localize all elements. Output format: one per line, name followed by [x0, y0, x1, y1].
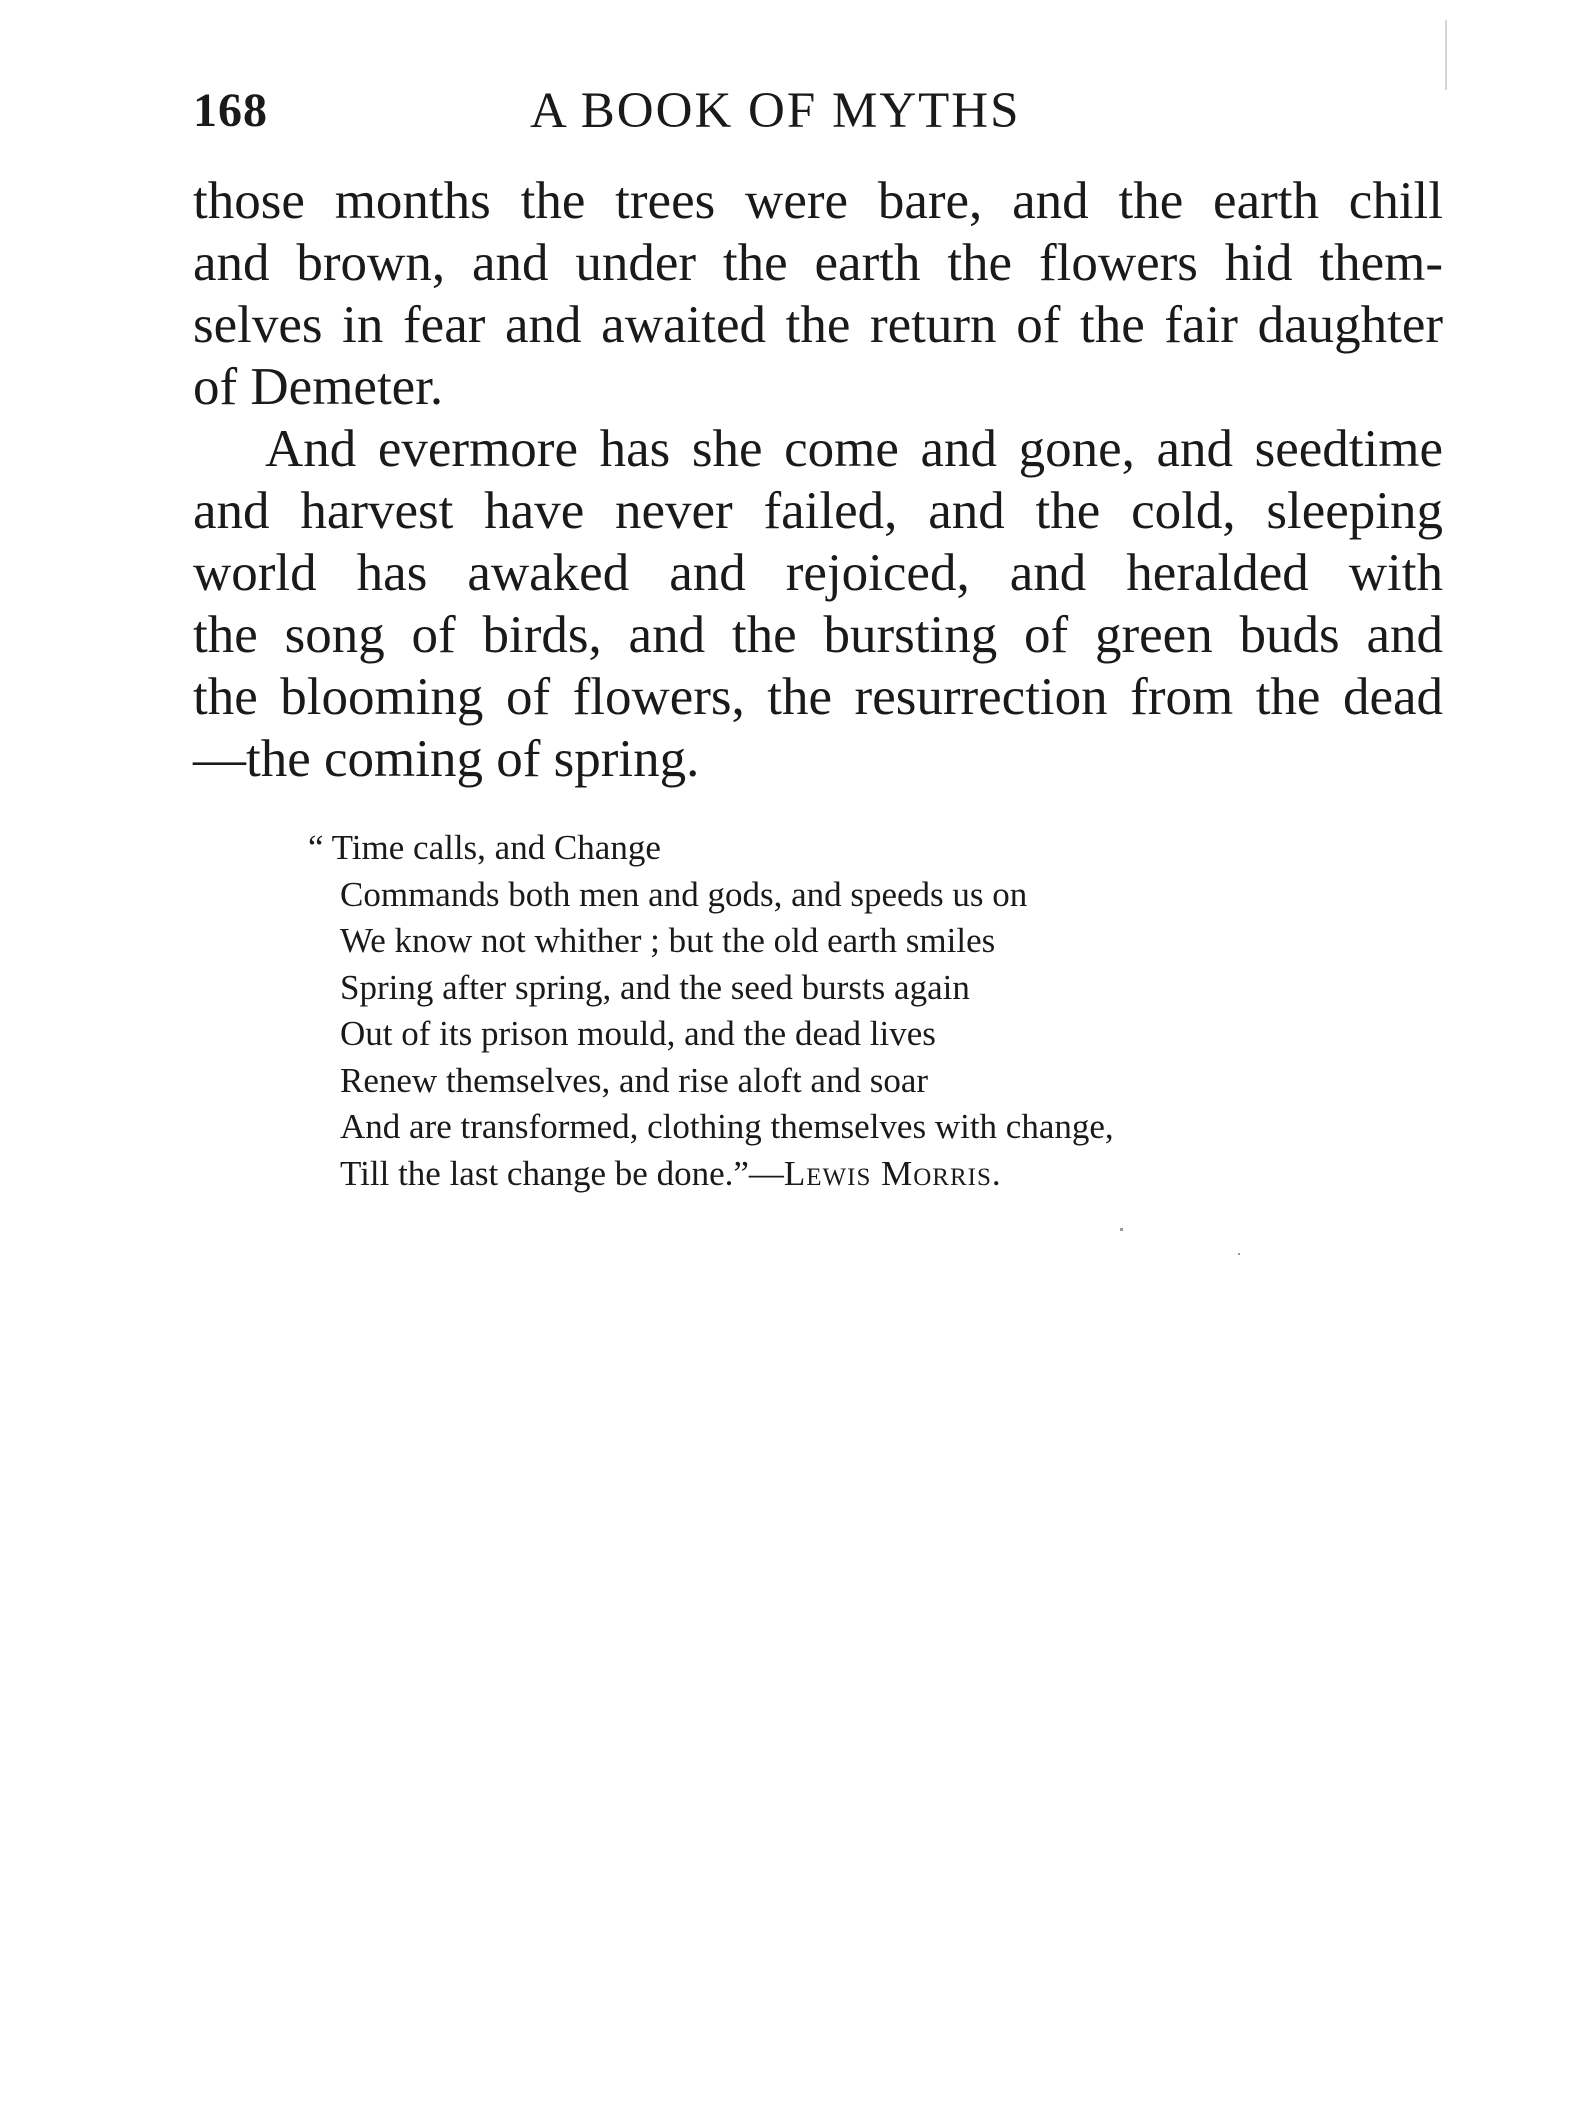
text-line: and harvest have never failed, and the cold, sleeping [193, 482, 1443, 540]
text-line: the song of birds, and the bursting of green buds and [193, 606, 1443, 664]
running-title: A BOOK OF MYTHS [530, 83, 1021, 139]
text-line: of Demeter. [193, 358, 444, 416]
poem-line: Renew themselves, and rise aloft and soar [340, 1060, 929, 1100]
poem-line: We know not whither ; but the old earth smiles [340, 921, 996, 960]
paragraph-1 [193, 170, 1443, 418]
body-text [193, 170, 1443, 790]
poem-attribution: Lewis Morris. [783, 1153, 1002, 1193]
poem-line: Out of its prison mould, and the dead lives [340, 1014, 936, 1053]
scan-speck [1445, 20, 1447, 90]
text-line: and brown, and under the earth the flowers hid them- [193, 234, 1443, 292]
text-line: the blooming of flowers, the resurrection from the dead [193, 668, 1443, 726]
poem-last-text: Till the last change be done.”— [340, 1153, 784, 1193]
poem-line: And are transformed, clothing themselves with change, [340, 1107, 1114, 1146]
poem-line: Spring after spring, and the seed bursts again [340, 967, 970, 1007]
text-line: world has awaked and rejoiced, and heralded with [193, 544, 1443, 602]
poem-line: Commands both men and gods, and speeds us on [340, 874, 1028, 914]
text-line: —the coming of spring. [193, 730, 700, 788]
text-line: And evermore has she come and gone, and seedtime [265, 420, 1443, 478]
text-line: those months the trees were bare, and the earth chill [193, 172, 1443, 230]
poem-line-final [308, 1151, 1114, 1198]
scan-speck [1120, 1228, 1123, 1231]
page-header [193, 76, 1443, 146]
poem-quotation [308, 825, 1114, 1197]
text-line: selves in fear and awaited the return of the fair daughter [193, 296, 1443, 354]
paragraph-2 [193, 418, 1443, 790]
page-number: 168 [193, 84, 268, 137]
scan-speck [1238, 1253, 1240, 1255]
poem-line: “ Time calls, and Change [308, 828, 661, 867]
